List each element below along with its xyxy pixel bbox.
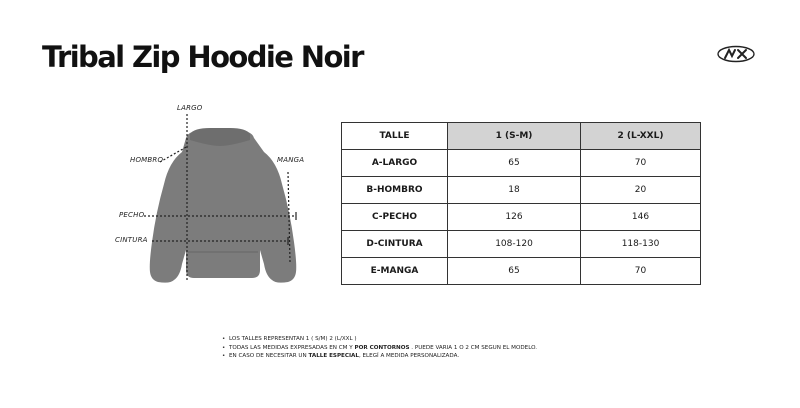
row-label: B-HOMBRO	[342, 177, 448, 204]
label-largo: LARGO	[177, 104, 203, 112]
size-notes	[222, 335, 537, 361]
note-item: • TODAS LAS MEDIDAS EXPRESADAS EN CM Y POR CONTORNOS . PUEDE VARIA 1 O 2 CM SEGUN EL MODELO.	[222, 344, 537, 353]
cell-value: 20	[581, 177, 701, 204]
cell-value: 18	[448, 177, 581, 204]
header-talle: TALLE	[342, 123, 448, 150]
label-pecho: PECHO	[119, 211, 145, 219]
cell-value: 70	[581, 258, 701, 285]
row-label: C-PECHO	[342, 204, 448, 231]
hoodie-diagram	[110, 100, 330, 300]
table-row	[342, 258, 701, 285]
label-hombro: HOMBRO	[130, 156, 164, 164]
table-row	[342, 150, 701, 177]
header-size-2: 2 (L-XXL)	[581, 123, 701, 150]
cell-value: 118-130	[581, 231, 701, 258]
table-row	[342, 231, 701, 258]
table-header-row	[342, 123, 701, 150]
cell-value: 146	[581, 204, 701, 231]
table-row	[342, 204, 701, 231]
header-size-1: 1 (S-M)	[448, 123, 581, 150]
label-manga: MANGA	[277, 156, 305, 164]
page-title: Tribal Zip Hoodie Noir	[42, 40, 363, 74]
brand-logo-icon	[716, 44, 756, 64]
size-chart-table	[341, 122, 701, 285]
cell-value: 126	[448, 204, 581, 231]
cell-value: 70	[581, 150, 701, 177]
row-label: D-CINTURA	[342, 231, 448, 258]
note-item: • LOS TALLES REPRESENTAN 1 ( S/M) 2 (L/XXL )	[222, 335, 537, 344]
cell-value: 108-120	[448, 231, 581, 258]
table-row	[342, 177, 701, 204]
note-item: • EN CASO DE NECESITAR UN TALLE ESPECIAL, ELEGÍ A MEDIDA PERSONALIZADA.	[222, 352, 537, 361]
hoodie-silhouette	[150, 130, 297, 283]
cell-value: 65	[448, 150, 581, 177]
label-cintura: CINTURA	[115, 236, 148, 244]
cell-value: 65	[448, 258, 581, 285]
row-label: E-MANGA	[342, 258, 448, 285]
row-label: A-LARGO	[342, 150, 448, 177]
